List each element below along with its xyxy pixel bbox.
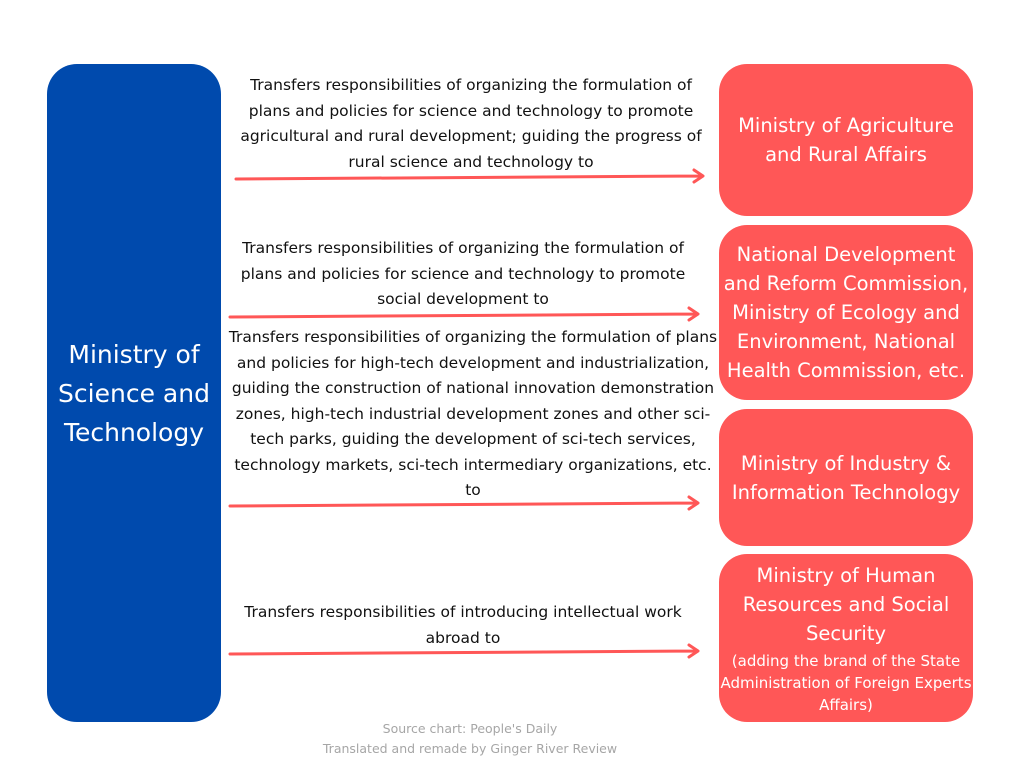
source-ministry-label: Ministry of Science and Technology: [58, 339, 210, 447]
transfer-arrow-4: [230, 645, 698, 657]
target-ministry-4-note: (adding the brand of the State Administration of Foreign Experts Affairs): [720, 651, 972, 714]
transfer-arrow-2: [230, 308, 698, 320]
target-ministry-3-label: Ministry of Industry & Information Technology: [731, 451, 961, 504]
target-ministry-4: [719, 554, 973, 722]
transfer-description-1: Transfers responsibilities of organizing the formulation of plans and policies for science and technology to promote agricultural and rural development; guiding the progress of rural science and technology to: [240, 76, 702, 171]
target-ministry-3: [719, 409, 973, 546]
transfer-description-3: Transfers responsibilities of organizing the formulation of plans and policies for high-tech development and industrialization, guiding the construction of national innovation demonstration zones, high-tech industrial development zones and other sci-tech parks, guiding the development of sci-tech services, technology markets, sci-tech intermediary organizations, etc. to: [228, 328, 718, 499]
target-ministry-2: [719, 225, 973, 400]
footer-source: Source chart: People's Daily: [382, 721, 558, 736]
target-ministry-1-label: Ministry of Agriculture and Rural Affairs: [738, 114, 954, 166]
target-ministry-2-label: National Development and Reform Commission, Ministry of Ecology and Environment, National Health Commission, etc.: [723, 243, 969, 382]
transfer-arrow-1: [236, 170, 703, 182]
target-ministry-1: [719, 64, 973, 216]
target-ministry-4-label: Ministry of Human Resources and Social Security: [742, 563, 950, 645]
transfer-description-4: Transfers responsibilities of introducing intellectual work abroad to: [244, 603, 682, 647]
transfer-arrow-3: [230, 497, 698, 509]
transfer-description-2: Transfers responsibilities of organizing the formulation of plans and policies for science and technology to promote social development to: [240, 239, 686, 308]
footer-credit: Translated and remade by Ginger River Review: [322, 741, 618, 756]
